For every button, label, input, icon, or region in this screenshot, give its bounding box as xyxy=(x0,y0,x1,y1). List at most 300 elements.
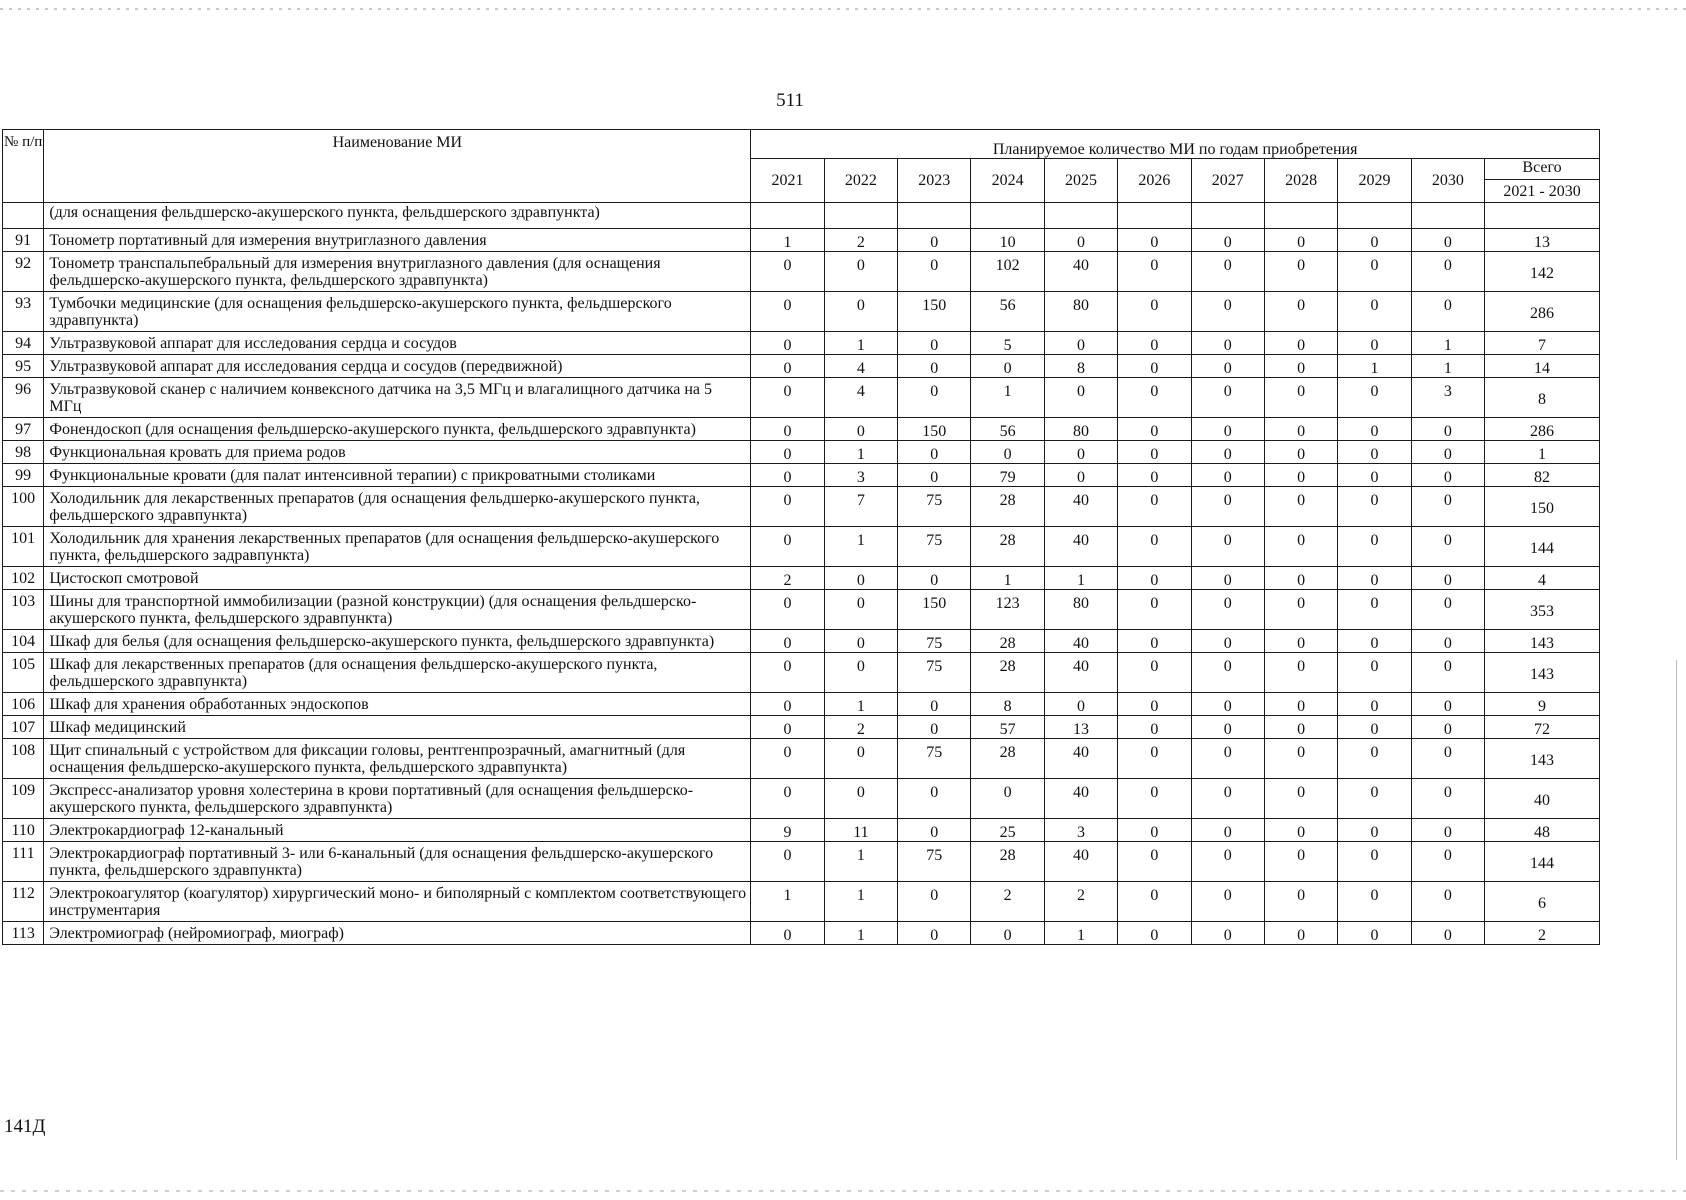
year-quantity-cell: 0 xyxy=(824,252,897,292)
year-quantity-cell: 0 xyxy=(1118,378,1191,418)
year-quantity-cell: 0 xyxy=(751,693,824,716)
item-name: Цистоскоп смотровой xyxy=(44,567,751,590)
row-number: 104 xyxy=(3,630,44,653)
year-quantity-cell: 0 xyxy=(1411,252,1484,292)
year-quantity-cell: 80 xyxy=(1044,418,1117,441)
year-quantity-cell: 0 xyxy=(751,292,824,332)
total-quantity-cell: 9 xyxy=(1485,693,1600,716)
year-quantity-cell: 1 xyxy=(971,378,1044,418)
year-quantity-cell: 0 xyxy=(751,441,824,464)
year-quantity-cell: 0 xyxy=(1411,464,1484,487)
year-quantity-cell: 0 xyxy=(1118,567,1191,590)
year-quantity-cell: 1 xyxy=(824,441,897,464)
year-quantity-cell: 0 xyxy=(1191,487,1264,527)
table-row xyxy=(3,567,1600,590)
year-quantity-cell: 0 xyxy=(751,464,824,487)
year-quantity-cell: 102 xyxy=(971,252,1044,292)
year-quantity-cell: 0 xyxy=(751,630,824,653)
year-quantity-cell: 0 xyxy=(1338,693,1411,716)
year-quantity-cell: 1 xyxy=(751,229,824,252)
year-quantity-cell: 0 xyxy=(1118,653,1191,693)
total-quantity-cell: 286 xyxy=(1485,292,1600,332)
year-quantity-cell: 1 xyxy=(971,567,1044,590)
year-quantity-cell: 0 xyxy=(1338,441,1411,464)
year-quantity-cell: 0 xyxy=(898,716,971,739)
year-quantity-cell: 56 xyxy=(971,418,1044,441)
year-quantity-cell: 150 xyxy=(898,418,971,441)
year-quantity-cell: 0 xyxy=(898,882,971,922)
year-quantity-cell: 0 xyxy=(1044,464,1117,487)
year-quantity-cell: 0 xyxy=(824,779,897,819)
year-quantity-cell: 0 xyxy=(1411,653,1484,693)
year-quantity-cell: 0 xyxy=(898,229,971,252)
item-name: Тумбочки медицинские (для оснащения фельдшерско-акушерского пункта, фельдшерского здравпункта) xyxy=(44,292,751,332)
item-name: Функциональные кровати (для палат интенсивной терапии) с прикроватными столиками xyxy=(44,464,751,487)
year-quantity-cell: 0 xyxy=(971,922,1044,945)
year-quantity-cell: 0 xyxy=(1118,842,1191,882)
year-quantity-cell: 40 xyxy=(1044,630,1117,653)
year-quantity-cell: 0 xyxy=(1264,418,1337,441)
year-quantity-cell: 11 xyxy=(824,819,897,842)
year-quantity-cell: 2 xyxy=(824,229,897,252)
table-row xyxy=(3,882,1600,922)
year-quantity-cell: 1 xyxy=(1044,922,1117,945)
year-quantity-cell: 0 xyxy=(1191,819,1264,842)
column-header-total: Всего xyxy=(1485,159,1600,180)
year-quantity-cell: 0 xyxy=(1118,739,1191,779)
item-name: Холодильник для лекарственных препаратов (для оснащения фельдшерко-акушерского пункта, фельдшерского здравпункта) xyxy=(44,487,751,527)
year-quantity-cell: 0 xyxy=(898,819,971,842)
year-quantity-cell: 0 xyxy=(898,779,971,819)
scan-artifact-edge xyxy=(1676,660,1677,1160)
year-quantity-cell: 0 xyxy=(1044,229,1117,252)
year-quantity-cell: 0 xyxy=(1338,716,1411,739)
table-row xyxy=(3,693,1600,716)
total-quantity-cell: 4 xyxy=(1485,567,1600,590)
year-quantity-cell: 0 xyxy=(1118,882,1191,922)
item-name: Тонометр транспальпебральный для измерения внутриглазного давления (для оснащения фельдшерско-акушерского пункта, фельдшерского здравпункта) xyxy=(44,252,751,292)
item-name: Ультразвуковой аппарат для исследования сердца и сосудов xyxy=(44,332,751,355)
year-quantity-cell: 0 xyxy=(1338,418,1411,441)
year-quantity-cell: 0 xyxy=(1411,590,1484,630)
year-quantity-cell: 3 xyxy=(824,464,897,487)
scan-artifact-bottom xyxy=(0,1190,1686,1192)
row-number: 100 xyxy=(3,487,44,527)
year-quantity-cell: 40 xyxy=(1044,739,1117,779)
year-quantity-cell: 75 xyxy=(898,842,971,882)
column-header-year: 2028 xyxy=(1264,159,1337,203)
table-row xyxy=(3,229,1600,252)
year-quantity-cell: 40 xyxy=(1044,527,1117,567)
year-quantity-cell: 10 xyxy=(971,229,1044,252)
year-quantity-cell: 0 xyxy=(1118,527,1191,567)
year-quantity-cell: 0 xyxy=(971,441,1044,464)
year-quantity-cell: 0 xyxy=(1264,464,1337,487)
year-quantity-cell: 0 xyxy=(1411,882,1484,922)
year-quantity-cell: 0 xyxy=(1191,378,1264,418)
equipment-plan-table xyxy=(2,129,1600,945)
year-quantity-cell: 0 xyxy=(1118,590,1191,630)
year-quantity-cell: 0 xyxy=(1264,739,1337,779)
column-header-year: 2023 xyxy=(898,159,971,203)
item-name: Шкаф для белья (для оснащения фельдшерско-акушерского пункта, фельдшерского здравпункта) xyxy=(44,630,751,653)
scan-artifact-top xyxy=(0,8,1686,10)
column-header-year: 2029 xyxy=(1338,159,1411,203)
item-name: Фонендоскоп (для оснащения фельдшерско-акушерского пункта, фельдшерского здравпункта) xyxy=(44,418,751,441)
year-quantity-cell: 5 xyxy=(971,332,1044,355)
year-quantity-cell: 0 xyxy=(1191,882,1264,922)
year-quantity-cell: 75 xyxy=(898,487,971,527)
year-quantity-cell: 2 xyxy=(971,882,1044,922)
year-quantity-cell: 25 xyxy=(971,819,1044,842)
year-quantity-cell: 0 xyxy=(1338,922,1411,945)
year-quantity-cell: 0 xyxy=(1338,332,1411,355)
row-number: 96 xyxy=(3,378,44,418)
year-quantity-cell: 1 xyxy=(1044,567,1117,590)
column-header-year: 2026 xyxy=(1118,159,1191,203)
year-quantity-cell: 0 xyxy=(751,252,824,292)
year-quantity-cell: 0 xyxy=(1264,292,1337,332)
year-quantity-cell: 0 xyxy=(1191,653,1264,693)
year-quantity-cell: 2 xyxy=(1044,882,1117,922)
year-quantity-cell: 75 xyxy=(898,527,971,567)
total-quantity-cell: 72 xyxy=(1485,716,1600,739)
table-row xyxy=(3,252,1600,292)
table-row xyxy=(3,922,1600,945)
year-quantity-cell: 0 xyxy=(1191,355,1264,378)
item-name: Электромиограф (нейромиограф, миограф) xyxy=(44,922,751,945)
year-quantity-cell: 0 xyxy=(1338,567,1411,590)
year-quantity-cell: 0 xyxy=(1118,487,1191,527)
year-quantity-cell: 8 xyxy=(971,693,1044,716)
year-quantity-cell: 75 xyxy=(898,630,971,653)
year-quantity-cell: 0 xyxy=(824,739,897,779)
total-quantity-cell: 48 xyxy=(1485,819,1600,842)
year-quantity-cell: 0 xyxy=(1264,229,1337,252)
year-quantity-cell: 0 xyxy=(1191,590,1264,630)
year-quantity-cell: 0 xyxy=(898,693,971,716)
year-quantity-cell: 75 xyxy=(898,653,971,693)
year-quantity-cell: 40 xyxy=(1044,842,1117,882)
year-quantity-cell: 28 xyxy=(971,653,1044,693)
year-quantity-cell: 80 xyxy=(1044,590,1117,630)
year-quantity-cell: 0 xyxy=(1338,292,1411,332)
year-quantity-cell: 1 xyxy=(1411,355,1484,378)
year-quantity-cell: 1 xyxy=(1338,355,1411,378)
year-quantity-cell: 0 xyxy=(898,567,971,590)
column-header-year: 2022 xyxy=(824,159,897,203)
table-row xyxy=(3,527,1600,567)
year-quantity-cell: 0 xyxy=(1264,716,1337,739)
year-quantity-cell: 28 xyxy=(971,487,1044,527)
year-quantity-cell: 0 xyxy=(1338,819,1411,842)
table-row xyxy=(3,418,1600,441)
item-name: Ультразвуковой сканер с наличием конвексного датчика на 3,5 МГц и влагалищного датчика на 5 МГц xyxy=(44,378,751,418)
row-number: 113 xyxy=(3,922,44,945)
table-body xyxy=(3,203,1600,945)
year-quantity-cell: 0 xyxy=(1191,464,1264,487)
year-quantity-cell: 0 xyxy=(1338,378,1411,418)
continuation-text: (для оснащения фельдшерско-акушерского пункта, фельдшерского здравпункта) xyxy=(44,203,751,229)
row-number: 109 xyxy=(3,779,44,819)
row-number: 99 xyxy=(3,464,44,487)
year-quantity-cell: 79 xyxy=(971,464,1044,487)
year-quantity-cell: 0 xyxy=(1118,464,1191,487)
year-quantity-cell: 0 xyxy=(1191,922,1264,945)
row-number: 111 xyxy=(3,842,44,882)
table-row xyxy=(3,292,1600,332)
total-quantity-cell: 144 xyxy=(1485,842,1600,882)
table-row xyxy=(3,464,1600,487)
total-quantity-cell: 1 xyxy=(1485,441,1600,464)
total-quantity-cell: 82 xyxy=(1485,464,1600,487)
year-quantity-cell: 0 xyxy=(1264,441,1337,464)
year-quantity-cell: 0 xyxy=(1264,378,1337,418)
year-quantity-cell: 0 xyxy=(1338,487,1411,527)
year-quantity-cell: 0 xyxy=(1118,441,1191,464)
row-number: 91 xyxy=(3,229,44,252)
year-quantity-cell: 0 xyxy=(898,332,971,355)
year-quantity-cell: 0 xyxy=(1338,653,1411,693)
year-quantity-cell: 28 xyxy=(971,842,1044,882)
year-quantity-cell: 40 xyxy=(1044,653,1117,693)
year-quantity-cell: 28 xyxy=(971,527,1044,567)
item-name: Функциональная кровать для приема родов xyxy=(44,441,751,464)
year-quantity-cell: 0 xyxy=(1264,527,1337,567)
year-quantity-cell: 0 xyxy=(751,332,824,355)
total-quantity-cell: 142 xyxy=(1485,252,1600,292)
year-quantity-cell: 0 xyxy=(1191,693,1264,716)
row-number: 94 xyxy=(3,332,44,355)
column-header-year: 2021 xyxy=(751,159,824,203)
continuation-row xyxy=(3,203,1600,229)
year-quantity-cell: 1 xyxy=(751,882,824,922)
year-quantity-cell: 1 xyxy=(824,527,897,567)
row-number: 112 xyxy=(3,882,44,922)
year-quantity-cell: 0 xyxy=(971,779,1044,819)
year-quantity-cell: 0 xyxy=(1044,693,1117,716)
year-quantity-cell: 80 xyxy=(1044,292,1117,332)
year-quantity-cell: 0 xyxy=(971,355,1044,378)
column-header-year: 2025 xyxy=(1044,159,1117,203)
total-quantity-cell: 13 xyxy=(1485,229,1600,252)
year-quantity-cell: 1 xyxy=(824,922,897,945)
item-name: Электрокардиограф портативный 3- или 6-канальный (для оснащения фельдшерско-акушерского пункта, фельдшерского здравпункта) xyxy=(44,842,751,882)
table-row xyxy=(3,487,1600,527)
item-name: Шкаф медицинский xyxy=(44,716,751,739)
year-quantity-cell: 0 xyxy=(1191,332,1264,355)
table-row xyxy=(3,355,1600,378)
year-quantity-cell: 0 xyxy=(1264,653,1337,693)
year-quantity-cell: 0 xyxy=(1338,590,1411,630)
row-number: 107 xyxy=(3,716,44,739)
year-quantity-cell: 0 xyxy=(1411,229,1484,252)
year-quantity-cell: 0 xyxy=(751,590,824,630)
year-quantity-cell: 0 xyxy=(1411,441,1484,464)
year-quantity-cell: 0 xyxy=(1411,739,1484,779)
year-quantity-cell: 0 xyxy=(1338,739,1411,779)
item-name: Шины для транспортной иммобилизации (разной конструкции) (для оснащения фельдшерско-акушерского пункта, фельдшерского здравпункта) xyxy=(44,590,751,630)
year-quantity-cell: 0 xyxy=(1191,567,1264,590)
table-row xyxy=(3,819,1600,842)
total-quantity-cell: 353 xyxy=(1485,590,1600,630)
year-quantity-cell: 4 xyxy=(824,355,897,378)
year-quantity-cell: 0 xyxy=(751,739,824,779)
year-quantity-cell: 0 xyxy=(898,252,971,292)
year-quantity-cell: 0 xyxy=(824,590,897,630)
table-row xyxy=(3,779,1600,819)
year-quantity-cell: 0 xyxy=(1191,779,1264,819)
table-row xyxy=(3,716,1600,739)
row-number: 95 xyxy=(3,355,44,378)
year-quantity-cell: 2 xyxy=(751,567,824,590)
year-quantity-cell: 3 xyxy=(1411,378,1484,418)
year-quantity-cell: 0 xyxy=(751,378,824,418)
total-quantity-cell: 14 xyxy=(1485,355,1600,378)
year-quantity-cell: 0 xyxy=(1264,922,1337,945)
year-quantity-cell: 0 xyxy=(1118,630,1191,653)
year-quantity-cell: 1 xyxy=(824,332,897,355)
year-quantity-cell: 40 xyxy=(1044,487,1117,527)
year-quantity-cell: 0 xyxy=(1118,229,1191,252)
year-quantity-cell: 0 xyxy=(1338,630,1411,653)
year-quantity-cell: 0 xyxy=(824,567,897,590)
table-row xyxy=(3,378,1600,418)
year-quantity-cell: 1 xyxy=(824,882,897,922)
table-row xyxy=(3,441,1600,464)
row-number: 97 xyxy=(3,418,44,441)
year-quantity-cell: 40 xyxy=(1044,779,1117,819)
year-quantity-cell: 57 xyxy=(971,716,1044,739)
year-quantity-cell: 0 xyxy=(1264,882,1337,922)
row-number: 93 xyxy=(3,292,44,332)
year-quantity-cell: 0 xyxy=(751,716,824,739)
year-quantity-cell: 0 xyxy=(751,842,824,882)
year-quantity-cell: 0 xyxy=(824,418,897,441)
year-quantity-cell: 0 xyxy=(751,922,824,945)
year-quantity-cell: 0 xyxy=(1411,842,1484,882)
year-quantity-cell: 0 xyxy=(1118,418,1191,441)
year-quantity-cell: 0 xyxy=(824,630,897,653)
year-quantity-cell: 0 xyxy=(1191,292,1264,332)
column-header-year: 2030 xyxy=(1411,159,1484,203)
year-quantity-cell: 0 xyxy=(1411,292,1484,332)
total-quantity-cell: 143 xyxy=(1485,630,1600,653)
year-quantity-cell: 0 xyxy=(1044,332,1117,355)
total-quantity-cell: 7 xyxy=(1485,332,1600,355)
row-number: 108 xyxy=(3,739,44,779)
year-quantity-cell: 0 xyxy=(1264,567,1337,590)
year-quantity-cell: 4 xyxy=(824,378,897,418)
year-quantity-cell: 0 xyxy=(751,779,824,819)
row-number: 101 xyxy=(3,527,44,567)
year-quantity-cell: 0 xyxy=(1118,819,1191,842)
total-quantity-cell: 6 xyxy=(1485,882,1600,922)
year-quantity-cell: 0 xyxy=(1118,693,1191,716)
year-quantity-cell: 0 xyxy=(898,355,971,378)
year-quantity-cell: 150 xyxy=(898,590,971,630)
item-name: Шкаф для хранения обработанных эндоскопов xyxy=(44,693,751,716)
year-quantity-cell: 0 xyxy=(1411,819,1484,842)
total-quantity-cell: 2 xyxy=(1485,922,1600,945)
year-quantity-cell: 0 xyxy=(1411,418,1484,441)
item-name: Электрокоагулятор (коагулятор) хирургический моно- и биполярный с комплектом соответствующего инструментария xyxy=(44,882,751,922)
year-quantity-cell: 0 xyxy=(1191,630,1264,653)
year-quantity-cell: 123 xyxy=(971,590,1044,630)
year-quantity-cell: 0 xyxy=(1411,487,1484,527)
year-quantity-cell: 0 xyxy=(898,441,971,464)
total-quantity-cell: 8 xyxy=(1485,378,1600,418)
column-header-name: Наименование МИ xyxy=(44,130,751,203)
year-quantity-cell: 0 xyxy=(1338,527,1411,567)
table-row xyxy=(3,739,1600,779)
year-quantity-cell: 7 xyxy=(824,487,897,527)
year-quantity-cell: 0 xyxy=(1264,252,1337,292)
year-quantity-cell: 0 xyxy=(1118,716,1191,739)
year-quantity-cell: 0 xyxy=(1191,252,1264,292)
table-row xyxy=(3,653,1600,693)
table-row xyxy=(3,630,1600,653)
row-number: 98 xyxy=(3,441,44,464)
year-quantity-cell: 0 xyxy=(1411,567,1484,590)
year-quantity-cell: 0 xyxy=(1191,739,1264,779)
year-quantity-cell: 2 xyxy=(824,716,897,739)
year-quantity-cell: 56 xyxy=(971,292,1044,332)
year-quantity-cell: 0 xyxy=(1044,441,1117,464)
year-quantity-cell: 0 xyxy=(1338,882,1411,922)
year-quantity-cell: 0 xyxy=(1118,922,1191,945)
year-quantity-cell: 0 xyxy=(898,378,971,418)
year-quantity-cell: 0 xyxy=(1411,630,1484,653)
column-header-total-range: 2021 - 2030 xyxy=(1485,180,1600,203)
year-quantity-cell: 0 xyxy=(751,418,824,441)
year-quantity-cell: 0 xyxy=(1411,527,1484,567)
year-quantity-cell: 0 xyxy=(824,292,897,332)
year-quantity-cell: 0 xyxy=(1264,779,1337,819)
item-name: Экспресс-анализатор уровня холестерина в крови портативный (для оснащения фельдшерско-акушерского пункта, фельдшерского здравпункта) xyxy=(44,779,751,819)
year-quantity-cell: 0 xyxy=(824,653,897,693)
total-quantity-cell: 144 xyxy=(1485,527,1600,567)
year-quantity-cell: 0 xyxy=(1191,842,1264,882)
year-quantity-cell: 0 xyxy=(898,922,971,945)
year-quantity-cell: 0 xyxy=(1118,252,1191,292)
year-quantity-cell: 0 xyxy=(751,653,824,693)
item-name: Щит спинальный с устройством для фиксации головы, рентгенпрозрачный, амагнитный (для оснащения фельдшерско-акушерского пункта, фельдшерского здравпункта) xyxy=(44,739,751,779)
total-quantity-cell: 150 xyxy=(1485,487,1600,527)
document-code: 141Д xyxy=(4,1116,46,1137)
year-quantity-cell: 0 xyxy=(1264,842,1337,882)
year-quantity-cell: 0 xyxy=(1264,630,1337,653)
item-name: Ультразвуковой аппарат для исследования сердца и сосудов (передвижной) xyxy=(44,355,751,378)
row-number: 92 xyxy=(3,252,44,292)
year-quantity-cell: 0 xyxy=(1411,716,1484,739)
year-quantity-cell: 1 xyxy=(1411,332,1484,355)
year-quantity-cell: 0 xyxy=(1118,292,1191,332)
year-quantity-cell: 3 xyxy=(1044,819,1117,842)
year-quantity-cell: 0 xyxy=(1338,464,1411,487)
year-quantity-cell: 0 xyxy=(1264,332,1337,355)
year-quantity-cell: 8 xyxy=(1044,355,1117,378)
year-quantity-cell: 0 xyxy=(1044,378,1117,418)
year-quantity-cell: 0 xyxy=(1338,229,1411,252)
year-quantity-cell: 1 xyxy=(824,693,897,716)
year-quantity-cell: 0 xyxy=(1264,590,1337,630)
table-row xyxy=(3,842,1600,882)
total-quantity-cell: 286 xyxy=(1485,418,1600,441)
year-quantity-cell: 75 xyxy=(898,739,971,779)
year-quantity-cell: 0 xyxy=(1118,355,1191,378)
year-quantity-cell: 0 xyxy=(1338,252,1411,292)
